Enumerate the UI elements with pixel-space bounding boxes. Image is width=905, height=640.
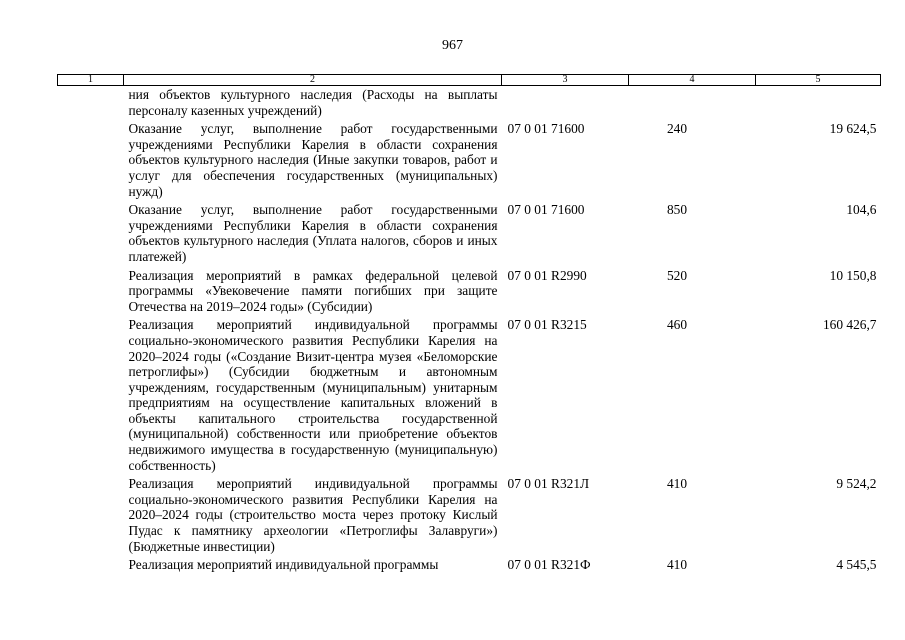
row-description: Оказание услуг, выполнение работ государственными учреждениями Республики Карелия в области сохранения объектов культурного наследия (Иные закупки товаров, работ и услуг для обеспечения государственных (муниципальных) нужд) — [128, 121, 498, 199]
row-expense-type: 240 — [666, 121, 688, 137]
row-number-cell — [58, 554, 124, 573]
header-col-1: 1 — [58, 75, 124, 86]
row-amount: 104,6 — [846, 202, 877, 218]
table-row — [58, 473, 881, 554]
header-col-3: 3 — [502, 75, 629, 86]
row-code: 07 0 01 71600 — [507, 202, 585, 218]
row-expense-type: 410 — [666, 557, 688, 573]
row-amount: 9 524,2 — [836, 476, 877, 492]
row-description: ния объектов культурного наследия (Расходы на выплаты персоналу казенных учреждений) — [128, 87, 498, 118]
table-body — [58, 86, 881, 573]
row-amount: 4 545,5 — [836, 557, 877, 573]
row-expense-type — [629, 86, 756, 119]
row-code: 07 0 01 R321Л — [507, 476, 590, 492]
row-code: 07 0 01 R321Ф — [507, 557, 591, 573]
table-row — [58, 265, 881, 315]
table-row — [58, 314, 881, 473]
row-amount: 10 150,8 — [829, 267, 877, 283]
row-number-cell — [58, 314, 124, 473]
header-row — [58, 75, 881, 86]
row-number-cell — [58, 265, 124, 315]
row-description: Реализация мероприятий индивидуальной программы — [128, 557, 439, 573]
row-description: Реализация мероприятий индивидуальной программы социально-экономического развития Республики Карелия на 2020–2024 годы («Создание Визит-центра музея «Беломорские петроглифы») (Субсидии бюджетным и автономным учреждениям, государственным (муниципальным) унитарным предприятиям на осуществление капитальных вложений в объекты капитального строительства государственной (муниципальной) собственности или приобретение объектов недвижимого имущества в государственную (муниципальную) собственность) — [128, 317, 498, 473]
table-row — [58, 199, 881, 264]
row-amount — [756, 86, 881, 119]
row-number-cell — [58, 473, 124, 554]
row-number-cell — [58, 199, 124, 264]
header-col-2: 2 — [124, 75, 502, 86]
table-row — [58, 118, 881, 199]
row-expense-type: 460 — [666, 317, 688, 333]
page-number: 967 — [442, 38, 463, 53]
row-amount: 19 624,5 — [829, 121, 877, 137]
table-header — [58, 75, 881, 86]
row-description: Реализация мероприятий в рамках федеральной целевой программы «Увековечение памяти погибших при защите Отечества на 2019–2024 годы» (Субсидии) — [128, 267, 498, 314]
row-code: 07 0 01 R2990 — [507, 267, 587, 283]
row-description: Реализация мероприятий индивидуальной программы социально-экономического развития Республики Карелия на 2020–2024 годы (строительство моста через протоку Кислый Пудас к памятнику археологии «Петроглифы Залавруги») (Бюджетные инвестиции) — [128, 476, 498, 554]
row-expense-type: 850 — [666, 202, 688, 218]
row-code — [502, 86, 629, 119]
row-description: Оказание услуг, выполнение работ государственными учреждениями Республики Карелия в области сохранения объектов культурного наследия (Уплата налогов, сборов и иных платежей) — [128, 202, 498, 264]
header-col-5: 5 — [756, 75, 881, 86]
header-col-4: 4 — [629, 75, 756, 86]
table-row — [58, 86, 881, 119]
row-code: 07 0 01 R3215 — [507, 317, 587, 333]
table-row — [58, 554, 881, 573]
row-expense-type: 520 — [666, 267, 688, 283]
budget-table — [57, 74, 881, 573]
row-expense-type: 410 — [666, 476, 688, 492]
row-number-cell — [58, 86, 124, 119]
row-code: 07 0 01 71600 — [507, 121, 585, 137]
row-amount: 160 426,7 — [822, 317, 877, 333]
row-number-cell — [58, 118, 124, 199]
